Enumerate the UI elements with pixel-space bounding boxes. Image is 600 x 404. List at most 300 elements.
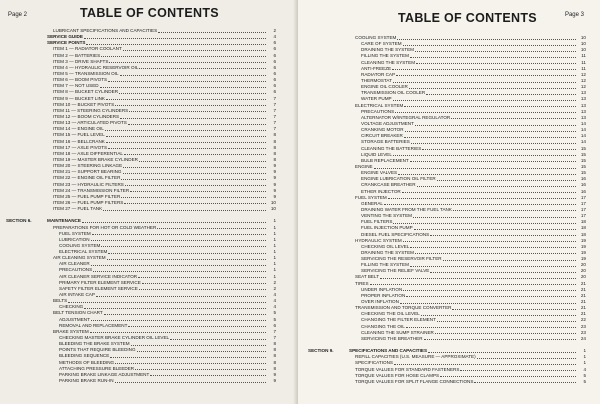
dot-leader [124,151,266,156]
toc-page-number: 2 [273,279,276,285]
toc-page-number: 6 [273,77,276,83]
toc-page-number: 8 [273,138,276,144]
dot-leader [415,121,576,126]
dot-leader [392,66,576,71]
toc-section-label [308,379,349,385]
toc-entry-label: TRANSMISSION OIL COOLER [361,90,426,96]
toc-entry-label: ETHER INJECTOR [361,188,401,194]
toc-entry-label: TORQUE VALUES FOR STANDARD FASTENERS [355,366,460,372]
dot-leader [157,225,266,230]
dot-leader [453,207,576,212]
toc-entry-label: SERVICE POINTS [47,40,86,46]
toc-page-number: 20 [580,274,586,280]
toc-page-number: 9 [273,169,276,175]
toc-page-number: 14 [580,127,586,133]
toc-entry-label: CHECKING THE OIL LEVEL [361,311,420,317]
toc-page-number: 15 [580,157,586,163]
toc-entry [308,379,586,385]
page-number: Page 3 [564,12,584,18]
toc-page-number: 1 [583,348,586,354]
toc-page-number: 16 [580,176,586,182]
toc-entry-label: ITEM 15 — FUEL LEVEL [53,132,105,138]
dot-leader [90,329,266,334]
toc-entry-label: BELT TENSION CHART [53,310,103,316]
toc-entry-label: ITEM 8 — BUCKET CYLINDER [53,89,119,95]
toc-page-number: 21 [580,311,586,317]
toc-page-number: 7 [273,101,276,107]
dot-leader [91,317,266,322]
dot-leader [92,231,266,236]
dot-leader [410,158,576,163]
dot-leader [139,65,266,70]
toc-entry-label: BRAKE SYSTEM [53,328,89,334]
dot-leader [400,299,576,304]
dot-leader [135,366,266,371]
toc-entry-label: THERMOSTAT [361,77,392,83]
dot-leader [107,255,266,260]
toc-entry-label: BELTS [53,298,68,304]
dot-leader [393,96,576,101]
toc-entry-label: CRANKING MOTOR [361,127,404,133]
toc-entry-label: ITEM 4 — HYDRAULIC RESERVOIR OIL [53,64,139,70]
toc-page-number: 1 [273,255,276,261]
toc-page-number: 10 [270,199,276,205]
toc-entry-label: ITEM 18 — AXLE DIFFERENTIAL [53,150,123,156]
toc-page-number: 11 [581,59,586,65]
dot-leader [120,71,266,76]
toc-entry-label: ITEM 12 — BOOM CYLINDERS [53,113,120,119]
dot-leader [106,132,266,137]
dot-leader [91,237,266,242]
toc-page-number: 12 [580,71,586,77]
dot-leader [424,336,576,341]
toc-entry-label: ENGINE LUBRICATION OIL FILTER [361,176,436,182]
dot-leader [395,109,576,114]
toc-page-number: 7 [273,113,276,119]
toc-entry-label: ELECTRICAL SYSTEM [355,102,404,108]
dot-leader [123,163,266,168]
dot-leader [101,53,266,58]
dot-leader [415,250,576,255]
toc-page-number: 14 [580,139,586,145]
toc-entry-label: ITEM 3 — DRIVE SHAFTS [53,58,109,64]
dot-leader [103,206,266,211]
toc-page-number: 21 [580,292,586,298]
toc-entry-label: CHANGING THE FILTER ELEMENT [361,317,436,323]
toc-entry-label: CLEANING THE BATTERIES [361,145,422,151]
toc-entry-label: PREPARATIONS FOR HOT OR COLD WEATHER [53,224,157,230]
toc-page-number: 7 [273,95,276,101]
dot-leader [106,96,266,101]
right-page [298,0,600,404]
toc-section-label [6,378,47,384]
toc-page-number: 17 [580,206,586,212]
toc-page-number: 1 [273,249,276,255]
dot-leader [396,72,576,77]
dot-leader [413,213,576,218]
toc-entry-label: CLEANING THE SYSTEM [361,59,416,65]
toc-entry-label: GENERAL [361,200,383,206]
toc-entry-label: ITEM 10 — BUCKET PIVOTS [53,101,115,107]
toc-entry-label: BULB REPLACEMENT [361,157,409,163]
toc-page-number: 18 [580,225,586,231]
dot-leader [128,120,266,125]
dot-leader [100,83,266,88]
dot-leader [435,330,576,335]
toc-page-number: 1 [583,360,586,366]
toc-entry-label: PROPER INFLATION [361,292,406,298]
dot-leader [460,367,576,372]
dot-leader [374,164,576,169]
toc-entry-label: LIQUID LEVEL [361,151,392,157]
toc-entry-label: ITEM 14 — ENGINE OIL [53,126,104,132]
toc-entry-label: OVER INFLATION [361,299,399,305]
toc-page-number: 18 [580,231,586,237]
dot-leader [403,238,576,243]
dot-leader [129,108,266,113]
toc-page-number: 10 [270,206,276,212]
dot-leader [101,243,266,248]
dot-leader [106,139,266,144]
dot-leader [443,256,576,261]
toc-entry-label: PRIMARY FILTER ELEMENT SERVICE [59,279,141,285]
toc-entry-label: ITEM 23 — HYDRAULIC FILTERS [53,181,124,187]
toc-entry-label: HYDRAULIC SYSTEM [355,237,402,243]
toc-page-number: 2 [273,28,276,33]
toc-section-label: SECTION 9. [308,348,334,354]
toc-entry-label: FUEL SYSTEM [355,194,387,200]
toc-page-number: 10 [580,47,586,53]
toc-page-number: 19 [580,256,586,262]
dot-leader [370,281,576,286]
dot-leader [474,379,576,384]
toc-entry-label: ITEM 24 — TRANSMISSION FILTER [53,187,130,193]
toc-page-number: 8 [273,359,276,365]
dot-leader [108,145,266,150]
toc-page-number: 6 [273,89,276,95]
toc-page-number: 15 [580,151,586,157]
toc-entry-label: ITEM 9 — BUCKET LINK [53,95,105,101]
toc-page-number: 5 [273,310,276,316]
toc-page-number: 9 [273,181,276,187]
toc-entry-label: ENGINE VALVES [361,170,398,176]
toc-entry-label: VENTING THE SYSTEM [361,213,412,219]
dot-leader [404,133,576,138]
toc-page-number: 1 [273,230,276,236]
toc-page-number: 23 [580,329,586,335]
toc-page-number: 21 [580,286,586,292]
toc-entry-label: ITEM 16 — BELLCRANK [53,138,105,144]
dot-leader [108,249,266,254]
toc-page-number: 9 [273,371,276,377]
dot-leader [437,176,576,181]
toc-entry-label: METHODS OF BLEEDING [59,359,115,365]
toc-entry-label: ITEM 6 — BOOM PIVOTS [53,77,108,83]
dot-leader [410,244,576,249]
toc-entry-label: LUBRICANT SPECIFICATIONS AND CAPACITIES [53,28,158,33]
toc-page-number: 23 [580,323,586,329]
dot-leader [86,40,266,45]
toc-entry-label: CIRCUIT BREAKER [361,133,403,139]
toc-entry-label: ITEM 13 — ARTICULATED PIVOTS [53,120,127,126]
dot-leader [410,262,576,267]
toc-page-number: 8 [273,144,276,150]
dot-leader [402,189,576,194]
toc-page-number: 21 [580,305,586,311]
dot-leader [137,347,266,352]
dot-leader [142,280,266,285]
dot-leader [404,103,576,108]
dot-leader [411,139,576,144]
toc-page-number: 8 [273,341,276,347]
toc-list [308,35,586,385]
toc-entry-label: AIR CLEANER [59,261,90,267]
dot-leader [104,310,266,315]
dot-leader [125,182,266,187]
dot-leader [91,261,266,266]
dot-leader [121,194,266,199]
toc-entry-label: ITEM 2 — BATTERIES [53,52,101,58]
toc-entry [6,378,276,384]
toc-page-number: 17 [580,213,586,219]
toc-entry-label: SEAT BELT [355,274,379,280]
toc-entry-label: CHECKING MASTER BRAKE CYLINDER OIL LEVEL [59,335,170,341]
toc-entry-label: REMOVAL AND REPLACEMENT [59,322,128,328]
dot-leader [452,305,576,310]
toc-entry-label: ITEM 22 — ENGINE OIL FILTER [53,175,121,181]
toc-page-number: 11 [581,65,586,71]
toc-page-number: 19 [580,249,586,255]
toc-page-number: 19 [580,237,586,243]
dot-leader [115,378,266,383]
toc-entry-label: DRAINING THE SYSTEM [361,249,415,255]
dot-leader [123,169,267,174]
toc-entry-label: COOLING SYSTEM [355,35,397,40]
toc-page-number: 4 [583,366,586,372]
toc-page-number: 16 [580,188,586,194]
dot-leader [384,201,576,206]
toc-page-number: 9 [273,163,276,169]
dot-leader [451,115,576,120]
dot-leader [415,47,576,52]
toc-entry-label: SERVICING THE RELIEF VALVE [361,268,430,274]
toc-page-number: 6 [273,58,276,64]
toc-entry-label: MAINTENANCE [47,218,81,224]
toc-page-number: 7 [273,107,276,113]
toc-page-number: 4 [273,34,276,40]
dot-leader [421,311,576,316]
toc-page-number: 16 [580,182,586,188]
dot-leader [393,152,576,157]
dot-leader [409,84,576,89]
dot-leader [394,360,576,365]
page-title: TABLE OF CONTENTS [398,11,537,25]
dot-leader [406,293,576,298]
toc-page-number: 1 [273,218,276,224]
dot-leader [84,34,266,39]
toc-entry-label: ITEM 21 — SUPPORT BEARING [53,169,122,175]
toc-page-number: 1 [273,261,276,267]
toc-entry-label: CLEANING THE SUMP STRAINER [361,329,434,335]
toc-entry-label: DRAINING THE SYSTEM [361,47,415,53]
toc-page-number: 7 [273,335,276,341]
toc-page-number: 10 [580,35,586,40]
dot-leader [131,341,266,346]
toc-page-number: 17 [580,194,586,200]
dot-leader [440,373,576,378]
toc-entry-label: ITEM 26 — FUEL PUMP FILTERS [53,199,124,205]
toc-page-number: 1 [273,267,276,273]
dot-leader [115,102,266,107]
toc-page-number: 2 [273,285,276,291]
toc-page-number: 6 [273,64,276,70]
toc-entry-label: ANTI-FREEZE [361,65,392,71]
dot-leader [410,53,576,58]
toc-page-number: 4 [273,298,276,304]
toc-entry-label: ATTACHING PRESSURE BLEEDER [59,365,135,371]
toc-entry-label: PRECAUTIONS [59,267,93,273]
dot-leader [121,175,266,180]
toc-entry-label: ALTERNATOR W/INTEGRAL REGULATOR [361,114,451,120]
toc-entry-label: FUEL INJECTION PUMP [361,225,413,231]
toc-page-number: 21 [580,299,586,305]
toc-page-number: 13 [580,90,586,96]
toc-entry-label: FUEL FILTERS [361,219,393,225]
toc-entry-label: ITEM 27 — FUEL TANK [53,206,103,212]
toc-page-number: 12 [580,84,586,90]
toc-page-number: 14 [580,120,586,126]
toc-page-number: 24 [580,335,586,341]
dot-leader [428,348,576,353]
toc-page-number: 9 [273,378,276,384]
toc-page-number: 4 [273,292,276,298]
dot-leader [128,323,266,328]
toc-entry-label: FUEL SYSTEM [59,230,91,236]
dot-leader [388,195,576,200]
dot-leader [403,41,576,46]
toc-entry-label: BLEEDING THE BRAKE SYSTEM [59,341,130,347]
toc-page-number: 7 [273,126,276,132]
dot-leader [139,157,266,162]
toc-entry-label: SERVICING THE BREATHER [361,335,423,341]
toc-entry-label: ENGINE OIL COOLER [361,84,408,90]
toc-entry-label: SAFETY FILTER ELEMENT SERVICE [59,285,138,291]
toc-entry-label: VOLTAGE ADJUSTMENT [361,120,414,126]
dot-leader [120,114,266,119]
dot-leader [426,90,576,95]
dot-leader [68,298,266,303]
dot-leader [93,267,266,272]
toc-entry-label: SERVICE GUIDE [47,34,83,40]
toc-entry-label: CHECKING OIL LEVEL [361,243,410,249]
toc-entry-label: ITEM 20 — STEERING LINKAGE [53,163,123,169]
dot-leader [393,219,576,224]
toc-entry-label: ITEM 11 — STEERING CYLINDERS [53,107,129,113]
dot-leader [380,274,576,279]
toc-page-number: 21 [580,280,586,286]
toc-page-number: 8 [273,150,276,156]
toc-page-number: 13 [580,96,586,102]
toc-entry-label: ITEM 1 — RADIATOR COOLANT [53,46,122,52]
toc-entry-label: ITEM 19 — MASTER BRAKE CYLINDER [53,156,139,162]
toc-entry-label: CHANGING THE OIL [361,323,405,329]
dot-leader [393,78,576,83]
dot-leader [437,317,576,322]
toc-page-number: 1 [273,224,276,230]
toc-page-number: 6 [273,83,276,89]
toc-entry-label: AIR CLEANING SYSTEM [53,255,106,261]
toc-page-number: 4 [273,304,276,310]
dot-leader [123,46,266,51]
toc-entry-label: SPECIFICATIONS [355,360,393,366]
dot-leader [414,225,576,230]
toc-page-number: 14 [580,133,586,139]
toc-page-number: 13 [580,102,586,108]
toc-entry-label: FILLING THE SYSTEM [361,53,409,59]
toc-entry-label: ITEM 7 — NOT USED [53,83,99,89]
toc-page-number: 13 [580,108,586,114]
dot-leader [130,188,266,193]
toc-entry-label: BLEEDING SEQUENCE [59,353,110,359]
toc-page-number: 8 [273,353,276,359]
toc-page-number: 15 [580,170,586,176]
dot-leader [403,287,576,292]
toc-entry-label: DIESEL FUEL SPECIFICATIONS [361,231,430,237]
toc-page-number: 20 [580,268,586,274]
toc-page-number: 6 [273,52,276,58]
toc-page-number: 5 [583,378,586,384]
dot-leader [477,354,576,359]
toc-page-number: 15 [580,145,586,151]
toc-page-number: 6 [273,46,276,52]
toc-entry-label: ITEM 17 — AXLE PIVOTS [53,144,108,150]
toc-entry-label: ITEM 25 — FUEL PUMP FILTER [53,193,121,199]
toc-entry-label: CHECKING [59,304,84,310]
dot-leader [405,127,576,132]
toc-page-number: 10 [580,41,586,47]
toc-entry-label: POINTS THAT REQUIRE BLEEDING [59,347,136,353]
toc-entry-label: TORQUE VALUES FOR SPLIT FLANGE CONNECTIONS [355,378,474,384]
toc-entry-label: ENGINE [355,163,373,169]
toc-page-number: 9 [273,187,276,193]
toc-entry-label: ELECTRICAL SYSTEM [59,249,108,255]
toc-section-label: SECTION 6. [6,218,32,224]
toc-page-number: 22 [580,317,586,323]
toc-page-number: 5 [273,316,276,322]
toc-page-number: 1 [273,273,276,279]
dot-leader [170,335,266,340]
toc-page-number: 19 [580,243,586,249]
dot-leader [158,28,266,33]
toc-page-number: 8 [273,347,276,353]
dot-leader [150,372,266,377]
toc-entry-label: REFILL CAPACITIES (U.S. MEASURE — APPROXIMATE) [355,354,476,360]
toc-page-number: 6 [273,70,276,76]
dot-leader [96,292,266,297]
dot-leader [110,353,266,358]
toc-page-number: 8 [273,132,276,138]
toc-entry-label: PARKING BRAKE RUN-IN [59,378,114,384]
dot-leader [84,304,266,309]
toc-entry-label: DRAINING WATER FROM THE FUEL TANK [361,206,452,212]
toc-entry-label: FILLING THE SYSTEM [361,262,409,268]
dot-leader [139,286,266,291]
toc-page-number: 1 [273,242,276,248]
toc-entry-label: COOLING SYSTEM [59,242,101,248]
page-title: TABLE OF CONTENTS [80,6,219,20]
toc-list [6,28,276,384]
toc-entry-label: PARKING BRAKE LINKAGE ADJUSTMENT [59,371,150,377]
